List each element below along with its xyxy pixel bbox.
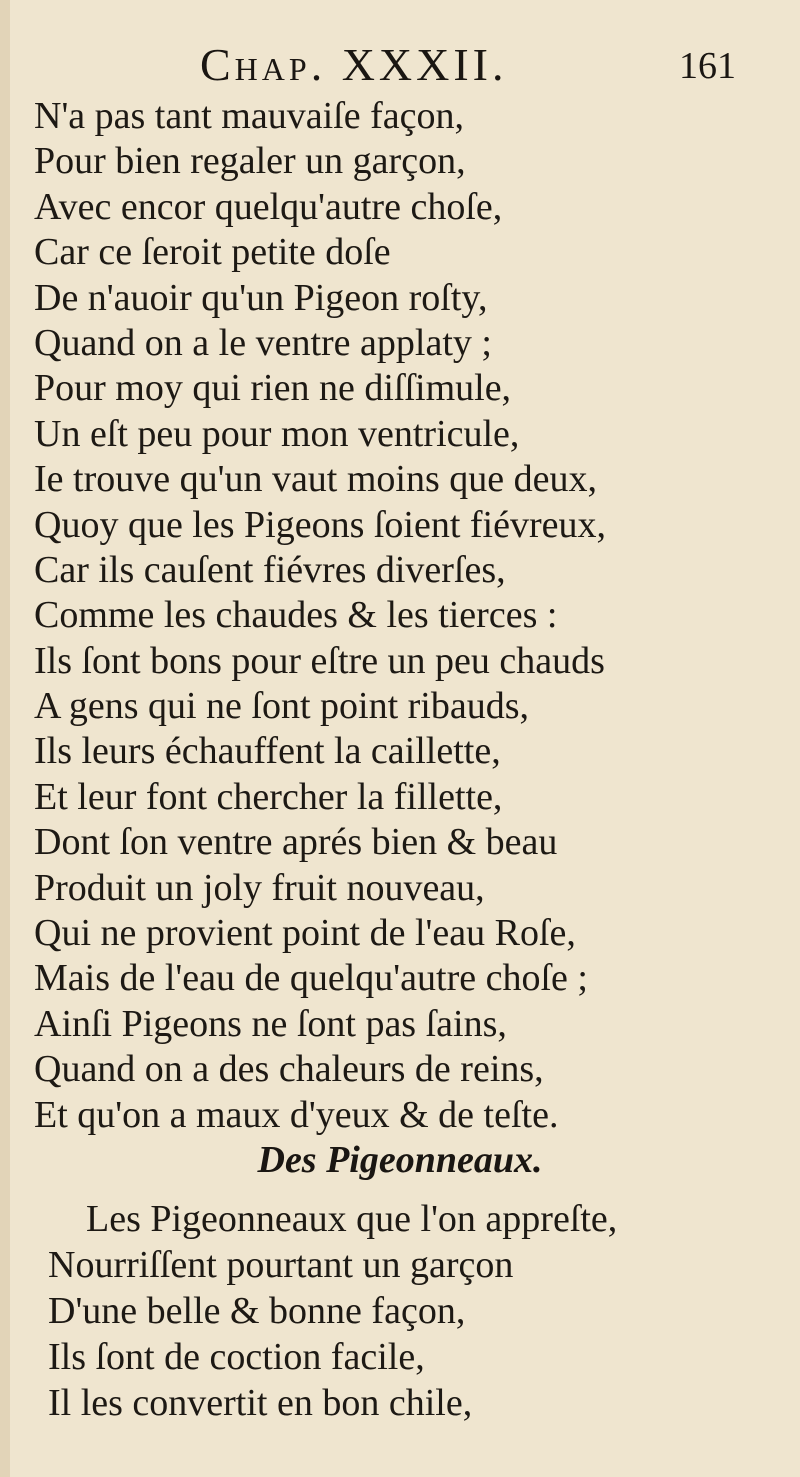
verse-line: N'a pas tant mauvaiſe façon, bbox=[34, 95, 464, 137]
verse-line: Avec encor quelqu'autre choſe, bbox=[34, 185, 503, 228]
verse-line: Pour bien regaler un garçon, bbox=[34, 140, 466, 183]
verse-line: Quoy que les Pigeons ſoient fiévreux, bbox=[34, 503, 607, 546]
verse-line: Comme les chaudes & les tierces : bbox=[34, 594, 558, 637]
verse-line: Ie trouve qu'un vaut moins que deux, bbox=[34, 458, 598, 501]
verse-line: Quand on a le ventre applaty ; bbox=[34, 321, 492, 364]
verse-line: Ainſi Pigeons ne ſont pas ſains, bbox=[34, 1002, 507, 1045]
verse-line: Quand on a des chaleurs de reins, bbox=[34, 1048, 544, 1091]
verse-line: Ils ſont bons pour eſtre un peu chauds bbox=[34, 639, 605, 682]
verse-line: D'une belle & bonne façon, bbox=[48, 1290, 466, 1332]
verse-line: De n'auoir qu'un Pigeon roſty, bbox=[34, 276, 488, 319]
verse-line: Et qu'on a maux d'yeux & de teſte. bbox=[34, 1093, 559, 1136]
verse-line: Les Pigeonneaux que l'on appreſte, bbox=[86, 1198, 618, 1240]
page-number: 161 bbox=[679, 45, 736, 87]
verse-line: Un eſt peu pour mon ventricule, bbox=[34, 412, 520, 455]
section-verse bbox=[48, 1196, 788, 1426]
verse-line: Pour moy qui rien ne diſſimule, bbox=[34, 367, 512, 410]
verse-line: Et leur font chercher la fillette, bbox=[34, 775, 503, 818]
section-heading: Des Pigeonneaux. bbox=[257, 1139, 543, 1181]
verse-line: Ils ſont de coction facile, bbox=[48, 1336, 425, 1378]
verse-line: Il les convertit en bon chile, bbox=[48, 1382, 473, 1424]
page-edge bbox=[0, 0, 10, 1477]
verse-line: Mais de l'eau de quelqu'autre choſe ; bbox=[34, 957, 588, 1000]
verse-line: Dont ſon ventre aprés bien & beau bbox=[34, 821, 558, 864]
poem-verse bbox=[34, 94, 774, 1138]
verse-line: Qui ne provient point de l'eau Roſe, bbox=[34, 912, 576, 955]
verse-line: Car ils cauſent fiévres diverſes, bbox=[34, 548, 506, 591]
verse-line: Car ce ſeroit petite doſe bbox=[34, 231, 391, 274]
verse-line: Ils leurs échauffent la caillette, bbox=[34, 730, 501, 773]
chapter-title: Chap. XXXII. bbox=[200, 39, 508, 90]
verse-line: Nourriſſent pourtant un garçon bbox=[48, 1244, 514, 1286]
verse-line: Produit un joly fruit nouveau, bbox=[34, 866, 485, 909]
running-header bbox=[0, 38, 800, 98]
verse-line: A gens qui ne ſont point ribauds, bbox=[34, 685, 530, 728]
